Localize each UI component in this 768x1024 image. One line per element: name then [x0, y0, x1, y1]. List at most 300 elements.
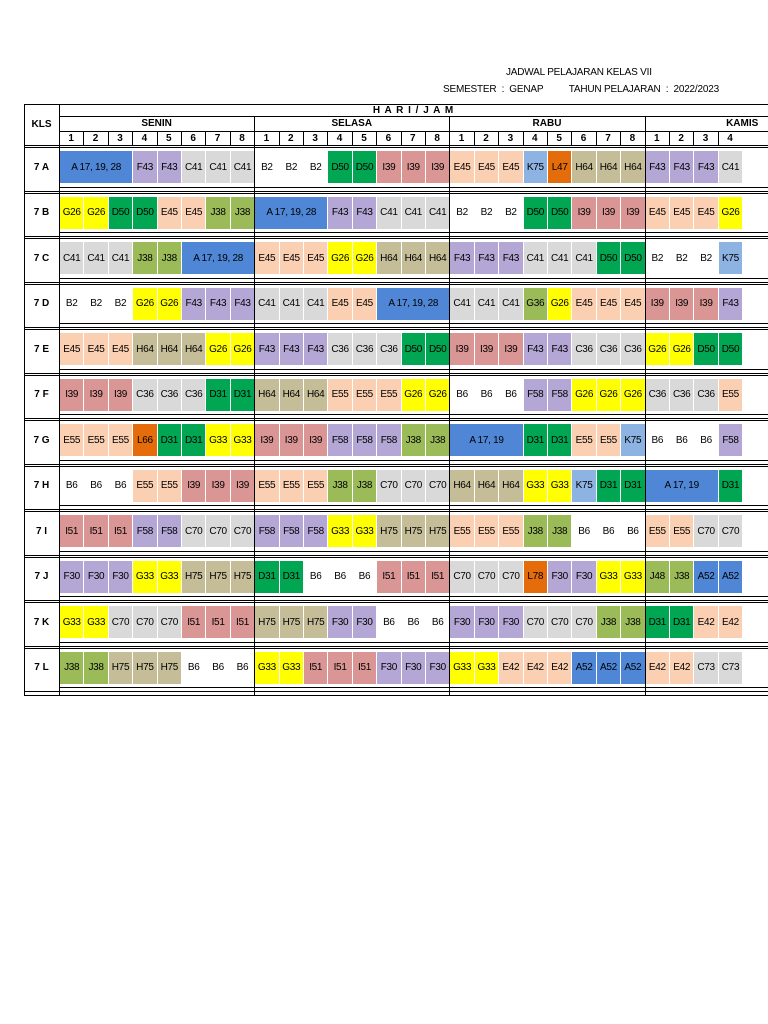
schedule-cell: G26 [646, 333, 669, 365]
schedule-cell: C70 [133, 606, 156, 638]
schedule-cell: E42 [646, 652, 669, 684]
period-number: 8 [629, 132, 636, 144]
schedule-cell: H75 [182, 561, 205, 593]
schedule-cell: J38 [402, 424, 425, 456]
grid-line [376, 131, 377, 145]
schedule-cell: F30 [328, 606, 351, 638]
schedule-cell: B6 [304, 561, 327, 593]
schedule-cell: G26 [353, 242, 376, 274]
schedule-cell: E42 [719, 606, 742, 638]
schedule-cell: D31 [597, 470, 620, 502]
schedule-cell: B6 [353, 561, 376, 593]
grid-line [59, 187, 768, 188]
schedule-cell: G33 [450, 652, 473, 684]
schedule-cell: C41 [524, 242, 547, 274]
schedule-cell: C70 [182, 515, 205, 547]
grid-line [24, 509, 768, 510]
schedule-cell: C70 [158, 606, 181, 638]
schedule-cell: G33 [475, 652, 498, 684]
schedule-cell: H64 [572, 151, 595, 183]
grid-line [24, 147, 768, 148]
schedule-cell: B2 [109, 288, 132, 320]
schedule-cell: H64 [133, 333, 156, 365]
schedule-cell: F43 [353, 197, 376, 229]
grid-line [24, 238, 768, 239]
schedule-cell: E55 [84, 424, 107, 456]
schedule-cell: C41 [719, 151, 742, 183]
schedule-cell: F58 [353, 424, 376, 456]
schedule-cell: B6 [621, 515, 644, 547]
schedule-cell: C70 [548, 606, 571, 638]
schedule-cell: I39 [206, 470, 229, 502]
schedule-cell: C41 [231, 151, 254, 183]
schedule-cell: E45 [158, 197, 181, 229]
schedule-cell: K75 [572, 470, 595, 502]
schedule-cell: G33 [60, 606, 83, 638]
schedule-cell: B6 [109, 470, 132, 502]
schedule-cell: A 17, 19, 28 [377, 288, 449, 320]
schedule-cell: I51 [206, 606, 229, 638]
schedule-cell: F58 [548, 379, 571, 411]
schedule-cell: F58 [158, 515, 181, 547]
schedule-cell: H75 [109, 652, 132, 684]
schedule-cell: H64 [597, 151, 620, 183]
period-number: 1 [458, 132, 465, 144]
schedule-cell: E55 [280, 470, 303, 502]
schedule-cell: F43 [255, 333, 278, 365]
schedule-cell: E42 [694, 606, 717, 638]
schedule-cell: I39 [255, 424, 278, 456]
period-number: 2 [92, 132, 99, 144]
schedule-cell: C36 [158, 379, 181, 411]
period-number: 2 [288, 132, 294, 144]
period-number: 1 [68, 132, 74, 144]
schedule-cell: C70 [377, 470, 400, 502]
schedule-cell: L78 [524, 561, 547, 593]
schedule-cell: F58 [255, 515, 278, 547]
period-number: 6 [190, 132, 196, 144]
schedule-cell: B6 [450, 379, 473, 411]
schedule-cell: D31 [524, 424, 547, 456]
period-number: 7 [605, 132, 611, 144]
period-number: 3 [312, 132, 318, 144]
schedule-cell: F43 [206, 288, 229, 320]
schedule-cell: D31 [719, 470, 742, 502]
schedule-cell: F30 [548, 561, 571, 593]
schedule-cell: H64 [499, 470, 522, 502]
schedule-cell: C36 [572, 333, 595, 365]
schedule-cell: C36 [597, 333, 620, 365]
schedule-cell: F58 [304, 515, 327, 547]
schedule-cell: E42 [524, 652, 547, 684]
schedule-cell: I39 [182, 470, 205, 502]
schedule-cell: E45 [572, 288, 595, 320]
schedule-cell: H75 [280, 606, 303, 638]
grid-line [59, 131, 768, 132]
grid-line [24, 557, 768, 558]
schedule-cell: H64 [255, 379, 278, 411]
schedule-cell: H75 [255, 606, 278, 638]
schedule-cell: J38 [84, 652, 107, 684]
schedule-cell: C41 [402, 197, 425, 229]
schedule-cell: F30 [377, 652, 400, 684]
schedule-cell: D50 [548, 197, 571, 229]
schedule-cell: J38 [621, 606, 644, 638]
schedule-cell: D50 [109, 197, 132, 229]
schedule-cell: C70 [402, 470, 425, 502]
grid-line [669, 131, 670, 145]
schedule-cell: E55 [158, 470, 181, 502]
schedule-cell: B6 [499, 379, 522, 411]
schedule-cell: D31 [548, 424, 571, 456]
schedule-cell: E55 [377, 379, 400, 411]
class-label: 7 G [33, 434, 50, 446]
class-label: 7 F [34, 389, 49, 400]
schedule-cell: C70 [694, 515, 717, 547]
schedule-cell: I39 [60, 379, 83, 411]
schedule-cell: E45 [670, 197, 693, 229]
grid-line [59, 116, 768, 117]
schedule-cell: I39 [84, 379, 107, 411]
grid-line [230, 131, 231, 145]
period-number: 6 [385, 132, 392, 144]
schedule-cell: E45 [280, 242, 303, 274]
schedule-cell: D50 [426, 333, 449, 365]
schedule-cell: J38 [206, 197, 229, 229]
schedule-cell: G26 [84, 197, 107, 229]
grid-line [108, 131, 109, 145]
grid-line [59, 369, 768, 370]
schedule-cell: E42 [670, 652, 693, 684]
grid-line [205, 131, 206, 145]
schedule-cell: H64 [426, 242, 449, 274]
schedule-cell: I51 [231, 606, 254, 638]
schedule-cell: G33 [84, 606, 107, 638]
grid-line [24, 236, 768, 237]
grid-line [523, 131, 524, 145]
grid-line [645, 116, 646, 695]
schedule-cell: B2 [60, 288, 83, 320]
grid-line [352, 131, 353, 145]
schedule-cell: A 17, 19, 28 [182, 242, 254, 274]
schedule-cell: G33 [548, 470, 571, 502]
grid-line [474, 131, 475, 145]
semester-label: SEMESTER : GENAP [443, 84, 544, 95]
grid-line [24, 648, 768, 649]
schedule-cell: F43 [548, 333, 571, 365]
schedule-cell: D50 [694, 333, 717, 365]
grid-line [254, 116, 255, 695]
schedule-cell: K75 [719, 242, 742, 274]
grid-line [24, 327, 768, 328]
schedule-cell: G26 [328, 242, 351, 274]
grid-line [59, 460, 768, 461]
schedule-cell: G26 [621, 379, 644, 411]
schedule-cell: I39 [450, 333, 473, 365]
schedule-cell: G26 [548, 288, 571, 320]
schedule-cell: F43 [719, 288, 742, 320]
schedule-cell: C41 [499, 288, 522, 320]
schedule-cell: C41 [109, 242, 132, 274]
schedule-cell: G26 [60, 197, 83, 229]
schedule-cell: H64 [621, 151, 644, 183]
schedule-cell: B2 [450, 197, 473, 229]
schedule-cell: A52 [572, 652, 595, 684]
schedule-cell: F43 [670, 151, 693, 183]
schedule-cell: G33 [133, 561, 156, 593]
schedule-cell: F30 [450, 606, 473, 638]
schedule-cell: F43 [499, 242, 522, 274]
schedule-cell: H64 [402, 242, 425, 274]
period-number: 4 [532, 132, 538, 144]
schedule-cell: G33 [524, 470, 547, 502]
schedule-cell: B2 [499, 197, 522, 229]
schedule-cell: G33 [158, 561, 181, 593]
schedule-cell: I51 [402, 561, 425, 593]
period-number: 3 [507, 132, 514, 144]
class-label: 7 I [35, 525, 48, 537]
schedule-cell: B6 [572, 515, 595, 547]
schedule-cell: I51 [182, 606, 205, 638]
schedule-cell: B6 [60, 470, 83, 502]
schedule-cell: G33 [280, 652, 303, 684]
schedule-cell: B2 [280, 151, 303, 183]
schedule-cell: E45 [60, 333, 83, 365]
schedule-cell: E45 [328, 288, 351, 320]
schedule-cell: D31 [158, 424, 181, 456]
grid-line [425, 131, 426, 145]
schedule-cell: G33 [597, 561, 620, 593]
class-label: 7 B [33, 207, 50, 218]
period-number: 7 [410, 132, 416, 144]
grid-line [24, 193, 768, 194]
schedule-cell: I39 [231, 470, 254, 502]
schedule-cell: H64 [280, 379, 303, 411]
schedule-cell: J38 [353, 470, 376, 502]
schedule-cell: B6 [182, 652, 205, 684]
schedule-cell: E45 [499, 151, 522, 183]
schedule-cell: C36 [182, 379, 205, 411]
schedule-cell: F30 [402, 652, 425, 684]
schedule-cell: H75 [304, 606, 327, 638]
schedule-cell: D31 [646, 606, 669, 638]
schedule-cell: F58 [377, 424, 400, 456]
schedule-cell: I51 [60, 515, 83, 547]
schedule-cell: F30 [499, 606, 522, 638]
schedule-cell: I39 [280, 424, 303, 456]
schedule-cell: H75 [158, 652, 181, 684]
schedule-cell: I51 [109, 515, 132, 547]
schedule-cell: B6 [670, 424, 693, 456]
schedule-cell: E55 [255, 470, 278, 502]
schedule-cell: E45 [475, 151, 498, 183]
schedule-cell: E45 [182, 197, 205, 229]
schedule-cell: F58 [328, 424, 351, 456]
schedule-cell: G26 [402, 379, 425, 411]
schedule-cell: B6 [84, 470, 107, 502]
schedule-cell: E55 [450, 515, 473, 547]
schedule-cell: F30 [475, 606, 498, 638]
schedule-cell: B6 [377, 606, 400, 638]
grid-line [24, 104, 768, 105]
schedule-cell: C70 [524, 606, 547, 638]
schedule-cell: A52 [694, 561, 717, 593]
period-number: 8 [239, 132, 245, 144]
schedule-cell: B6 [402, 606, 425, 638]
schedule-title: JADWAL PELAJARAN KELAS VII [506, 67, 652, 78]
period-number: 3 [702, 132, 709, 144]
schedule-cell: B6 [646, 424, 669, 456]
schedule-cell: J38 [158, 242, 181, 274]
schedule-cell: G26 [231, 333, 254, 365]
schedule-cell: C41 [548, 242, 571, 274]
schedule-cell: B6 [694, 424, 717, 456]
schedule-cell: F30 [109, 561, 132, 593]
schedule-cell: I51 [353, 652, 376, 684]
schedule-cell: C41 [280, 288, 303, 320]
schedule-cell: H64 [475, 470, 498, 502]
schedule-cell: B6 [597, 515, 620, 547]
schedule-cell: E45 [84, 333, 107, 365]
schedule-cell: A52 [621, 652, 644, 684]
grid-line [24, 464, 768, 465]
schedule-cell: I39 [646, 288, 669, 320]
schedule-cell: B2 [694, 242, 717, 274]
day-header: SENIN [141, 118, 172, 129]
class-label: 7 H [33, 480, 50, 491]
schedule-cell: C41 [60, 242, 83, 274]
schedule-cell: D50 [353, 151, 376, 183]
schedule-cell: I39 [304, 424, 327, 456]
kls-header: KLS [31, 119, 52, 130]
schedule-cell: F58 [280, 515, 303, 547]
schedule-cell: F43 [280, 333, 303, 365]
period-number: 1 [263, 132, 270, 144]
schedule-cell: E55 [646, 515, 669, 547]
grid-line [24, 695, 768, 696]
schedule-cell: F58 [133, 515, 156, 547]
schedule-cell: C73 [694, 652, 717, 684]
schedule-cell: C41 [426, 197, 449, 229]
schedule-cell: I39 [426, 151, 449, 183]
schedule-cell: D31 [231, 379, 254, 411]
schedule-cell: E55 [328, 379, 351, 411]
grid-line [24, 602, 768, 603]
schedule-cell: F30 [60, 561, 83, 593]
schedule-cell: D50 [402, 333, 425, 365]
schedule-cell: J38 [133, 242, 156, 274]
schedule-cell: D50 [621, 242, 644, 274]
grid-line [498, 131, 499, 145]
schedule-cell: J38 [231, 197, 254, 229]
grid-line [327, 131, 328, 145]
grid-line [59, 596, 768, 597]
schedule-cell: H64 [158, 333, 181, 365]
grid-line [59, 414, 768, 415]
grid-line [24, 145, 768, 146]
grid-line [132, 131, 133, 145]
grid-line [24, 511, 768, 512]
schedule-cell: C70 [572, 606, 595, 638]
schedule-cell: I39 [572, 197, 595, 229]
grid-line [59, 323, 768, 324]
grid-line [59, 551, 768, 552]
schedule-cell: G26 [206, 333, 229, 365]
schedule-cell: E45 [353, 288, 376, 320]
schedule-cell: E55 [475, 515, 498, 547]
schedule-cell: F30 [353, 606, 376, 638]
schedule-cell: L66 [133, 424, 156, 456]
schedule-cell: I39 [402, 151, 425, 183]
schedule-cell: F43 [231, 288, 254, 320]
schedule-cell: G26 [133, 288, 156, 320]
schedule-cell: I39 [475, 333, 498, 365]
schedule-cell: D31 [621, 470, 644, 502]
schedule-cell: B2 [84, 288, 107, 320]
schedule-cell: E45 [646, 197, 669, 229]
grid-line [59, 642, 768, 643]
schedule-cell: C36 [328, 333, 351, 365]
schedule-cell: C70 [206, 515, 229, 547]
schedule-cell: J38 [670, 561, 693, 593]
schedule-cell: E55 [133, 470, 156, 502]
day-header: RABU [532, 118, 562, 129]
schedule-cell: C70 [231, 515, 254, 547]
schedule-cell: C41 [304, 288, 327, 320]
schedule-cell: I51 [84, 515, 107, 547]
schedule-cell: A 17, 19, 28 [255, 197, 327, 229]
schedule-cell: E45 [621, 288, 644, 320]
schedule-cell: B6 [231, 652, 254, 684]
schedule-cell: B6 [426, 606, 449, 638]
class-label: 7 D [33, 298, 50, 309]
grid-line [279, 131, 280, 145]
period-number: 5 [556, 132, 562, 144]
schedule-cell: H75 [402, 515, 425, 547]
schedule-cell: B6 [475, 379, 498, 411]
period-number: 5 [361, 132, 367, 144]
class-label: 7 E [33, 343, 49, 355]
schedule-cell: A 17, 19 [646, 470, 718, 502]
schedule-cell: B2 [475, 197, 498, 229]
grid-line [59, 232, 768, 233]
grid-line [718, 131, 719, 145]
schedule-cell: F43 [450, 242, 473, 274]
schedule-cell: B6 [328, 561, 351, 593]
schedule-cell: F43 [646, 151, 669, 183]
schedule-cell: H64 [304, 379, 327, 411]
schedule-cell: G26 [597, 379, 620, 411]
schedule-cell: J38 [548, 515, 571, 547]
schedule-cell: E45 [450, 151, 473, 183]
schedule-cell: E45 [109, 333, 132, 365]
class-label: 7 C [33, 252, 50, 264]
schedule-cell: G33 [231, 424, 254, 456]
schedule-cell: A 17, 19, 28 [60, 151, 132, 183]
schedule-cell: G33 [353, 515, 376, 547]
schedule-cell: C73 [719, 652, 742, 684]
schedule-cell: C70 [450, 561, 473, 593]
schedule-cell: G26 [426, 379, 449, 411]
schedule-cell: H64 [377, 242, 400, 274]
day-header: KAMIS [726, 118, 759, 129]
schedule-cell: C36 [133, 379, 156, 411]
schedule-cell: G26 [572, 379, 595, 411]
schedule-cell: I39 [109, 379, 132, 411]
period-number: 1 [654, 132, 660, 144]
period-number: 4 [727, 132, 733, 144]
schedule-cell: G33 [206, 424, 229, 456]
